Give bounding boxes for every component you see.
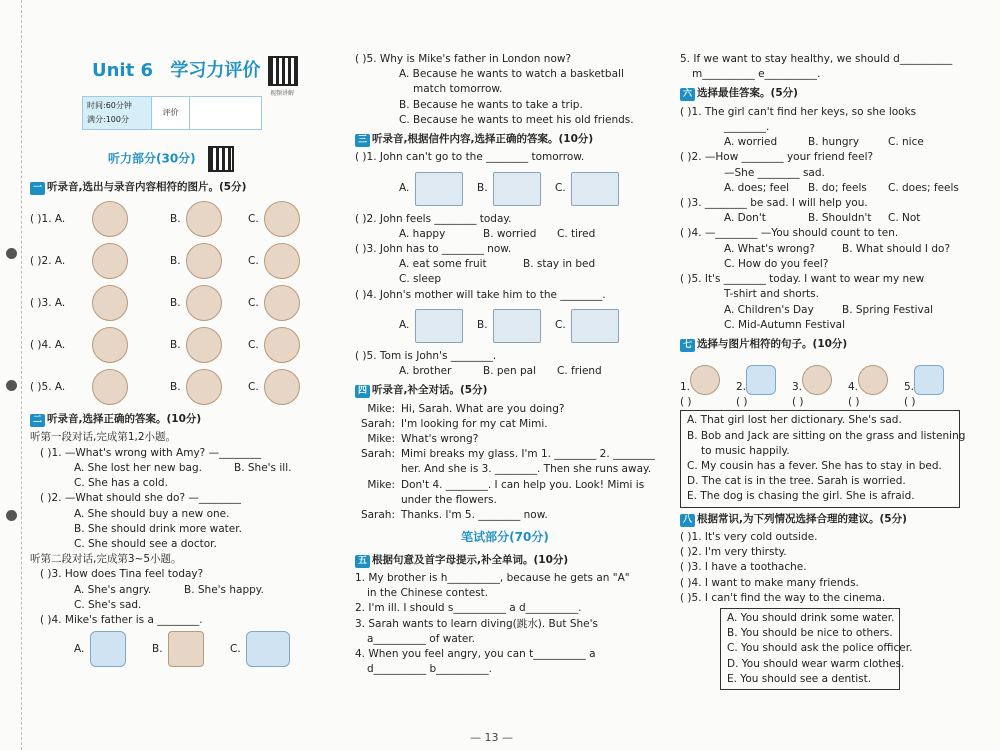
question-text: ( )5. It's ________ today. I want to wear my new [680, 273, 925, 286]
section-instruction: 根据常识,为下列情况选择合理的建议。(5分) [697, 512, 907, 525]
boy-thinking-icon[interactable] [186, 369, 222, 405]
picture-option [248, 327, 326, 363]
question-text: ( )3. John has to ________ now. [355, 242, 512, 255]
speaker: Mike: [367, 402, 395, 415]
toy-car-icon[interactable] [186, 285, 222, 321]
child-icon[interactable] [186, 243, 222, 279]
section-instruction: 选择与图片相符的句子。(10分) [697, 337, 848, 350]
girl-face-icon[interactable] [92, 201, 128, 237]
question-text: ( )2. John feels ________ today. [355, 212, 512, 225]
fill-in-line[interactable]: 1. My brother is h__________, because he gets an "A" [355, 571, 630, 584]
fill-in-lines [355, 571, 655, 678]
sentence-option: B. Bob and Jack are sitting on the grass and listening [687, 429, 966, 442]
option-label: C. [555, 319, 566, 332]
fill-in-line[interactable]: m__________ e__________. [692, 68, 821, 81]
option-label: A. [399, 181, 410, 194]
sick-in-bed-icon[interactable] [92, 243, 128, 279]
boy-football-icon[interactable] [186, 327, 222, 363]
option-b[interactable]: B. do; feels [808, 181, 867, 194]
qr-code-icon[interactable] [268, 56, 298, 86]
situation-question: ( )4. I want to make many friends. [680, 576, 859, 589]
picture-option [170, 201, 248, 237]
info-box [82, 96, 262, 130]
picture-option [92, 369, 170, 405]
option-c[interactable]: C. She should see a doctor. [74, 537, 217, 550]
hospital-icon[interactable] [415, 309, 463, 343]
fill-in-line[interactable]: 3. Sarah wants to learn diving(跳水). But She's [355, 617, 598, 630]
fill-in-line[interactable]: 5. If we want to stay healthy, we should d__________ [680, 53, 953, 65]
dialogue-text[interactable]: her. And she is 3. ________. Then she runs away. [401, 463, 652, 476]
option-b[interactable]: B. What should I do? [842, 242, 951, 255]
rating-field[interactable] [189, 97, 261, 129]
unit-title: Unit 6 [92, 60, 153, 81]
assessment-title: 学习力评价 [170, 60, 261, 81]
picture-options [355, 303, 655, 349]
girl-face-icon[interactable] [186, 201, 222, 237]
answer-options [355, 257, 655, 272]
dialogue-line [355, 462, 655, 477]
dialogue-text[interactable]: Hi, Sarah. What are you doing? [401, 402, 565, 415]
question-text: ( )1. John can't go to the ________ tomorrow. [355, 151, 585, 164]
option-c[interactable]: C. How do you feel? [724, 257, 829, 270]
worker-icon[interactable] [90, 631, 126, 667]
option-label: B. [170, 338, 181, 351]
section-number: 四 [355, 385, 370, 398]
speaker: Sarah: [360, 417, 395, 430]
section-number: 六 [680, 88, 695, 101]
section-7-heading [680, 337, 980, 352]
option-label: C. [248, 338, 259, 351]
picture-option [92, 201, 170, 237]
question-number: ( )2. A. [30, 254, 66, 267]
picture-option [170, 327, 248, 363]
section-instruction: 根据句意及首字母提示,补全单词。(10分) [372, 553, 569, 566]
dialogue-text[interactable]: under the flowers. [401, 493, 497, 506]
sentence-option: A. That girl lost her dictionary. She's sad. [687, 414, 902, 427]
answer-blank[interactable]: ( ) [792, 396, 804, 409]
page-number: — 13 — [470, 731, 513, 744]
speaker [355, 493, 401, 508]
question-text: ( )5. Tom is John's ________. [355, 349, 497, 362]
picture-question-row [30, 198, 330, 240]
section-3-heading [355, 132, 655, 147]
answer-options [680, 181, 980, 196]
column-middle [355, 52, 655, 677]
dialogue-line [355, 508, 655, 523]
option-c[interactable]: C. Mid-Autumn Festival [724, 318, 846, 331]
suggestion-options-box [720, 608, 913, 690]
dialogue-line [355, 417, 655, 432]
answer-blanks [680, 395, 980, 410]
picture-question-row [30, 324, 330, 366]
bicycle-icon[interactable] [264, 285, 300, 321]
option-label: B. [152, 642, 163, 655]
section-5-heading [355, 553, 655, 568]
column-left [30, 176, 330, 670]
section-2-heading [30, 412, 330, 427]
dialogue [355, 402, 655, 524]
answer-options [30, 461, 330, 476]
picture-options [355, 166, 655, 212]
section-number: 三 [355, 134, 370, 147]
sentence-options-box [680, 410, 966, 507]
option-a[interactable]: A. Children's Day [724, 303, 814, 316]
picture-number: 4. [848, 380, 859, 393]
section-6-heading [680, 86, 980, 101]
answer-blank[interactable]: ( ) [848, 396, 860, 409]
girl-dog-chase-icon [690, 365, 720, 395]
option-a[interactable]: A. Because he wants to watch a basketball [399, 68, 624, 81]
suggestion-option: E. You should see a dentist. [727, 672, 872, 685]
option-label: C. [248, 254, 259, 267]
option-label: B. [477, 181, 488, 194]
option-b[interactable]: B. pen pal [483, 365, 537, 378]
table-icon[interactable] [264, 369, 300, 405]
option-label: B. [170, 254, 181, 267]
picture-question-row [30, 366, 330, 408]
situation-question: ( )3. I have a toothache. [680, 561, 807, 574]
answer-options [680, 135, 980, 150]
option-label: A. [74, 642, 85, 655]
fill-in-line[interactable]: d__________ b__________. [367, 663, 493, 676]
situation-question: ( )1. It's very cold outside. [680, 530, 818, 543]
option-c[interactable]: C. sleep [399, 273, 441, 286]
section-number: 五 [355, 555, 370, 568]
option-c[interactable]: C. tired [557, 227, 596, 240]
dialogue-text[interactable]: Don't 4. ________. I can help you. Look! Mimi is [401, 478, 645, 491]
speaker: Sarah: [360, 448, 395, 461]
section-number: 二 [30, 414, 45, 427]
girl-worried-icon[interactable] [92, 285, 128, 321]
question-text: T-shirt and shorts. [724, 288, 819, 301]
time-limit: 时间:60分钟 [87, 101, 132, 110]
option-label: C. [248, 212, 259, 225]
option-a[interactable]: A. She lost her new bag. [74, 461, 202, 474]
suggestion-option: C. You should ask the police officer. [727, 642, 913, 655]
option-a[interactable]: A. worried [724, 136, 778, 149]
question-number: ( )3. A. [30, 296, 66, 309]
dialogue-line [355, 447, 655, 462]
school-icon[interactable] [571, 172, 619, 206]
girl-crying-icon[interactable] [264, 201, 300, 237]
speaker [355, 462, 401, 477]
suggestion-option: B. You should be nice to others. [727, 627, 893, 640]
full-score: 满分:100分 [87, 115, 129, 124]
boy-icon[interactable] [92, 369, 128, 405]
picture-option [248, 285, 326, 321]
dialogue-line [355, 402, 655, 417]
option-a[interactable]: A. brother [399, 365, 452, 378]
qr-code-icon[interactable] [208, 146, 234, 172]
picture-option [92, 285, 170, 321]
answer-blank[interactable]: ( ) [680, 396, 692, 409]
helicopter-pilot-icon[interactable] [246, 631, 290, 667]
question-text: ( )1. The girl can't find her keys, so she looks [680, 105, 917, 118]
suggestion-option: D. You should wear warm clothes. [727, 657, 905, 670]
option-a[interactable]: A. Don't [724, 212, 766, 225]
picture-option [248, 201, 326, 237]
question-text: ( )5. Why is Mike's father in London now? [355, 53, 572, 65]
boys-on-grass-icon [802, 365, 832, 395]
fill-in-line[interactable]: in the Chinese contest. [367, 587, 489, 600]
situation-question: ( )2. I'm very thirsty. [680, 546, 787, 559]
option-label: C. [230, 642, 241, 655]
option-c[interactable]: C. She has a cold. [74, 477, 168, 490]
question-text: ( )2. —What should she do? —________ [40, 492, 241, 505]
option-b[interactable]: B. She should drink more water. [74, 522, 242, 535]
option-a-continued: match tomorrow. [413, 83, 503, 96]
option-label: B. [170, 296, 181, 309]
option-b[interactable]: B. Shouldn't [808, 212, 872, 225]
fill-in-line[interactable]: 4. When you feel angry, you can t__________ a [355, 647, 596, 660]
option-c[interactable]: C. does; feels [888, 181, 959, 194]
answer-options [680, 303, 980, 318]
boy-icon[interactable] [92, 327, 128, 363]
speaker: Mike: [367, 432, 395, 445]
sad-girl-icon [858, 365, 888, 395]
option-a[interactable]: A. What's wrong? [724, 242, 815, 255]
section-7-pictures [680, 355, 980, 395]
option-b[interactable]: B. Because he wants to take a trip. [399, 98, 583, 111]
question-number: ( )5. A. [30, 380, 66, 393]
speaker: Sarah: [360, 509, 395, 522]
section-1-rows [30, 198, 330, 408]
section-8-heading [680, 512, 980, 527]
picture-number: 5. [904, 380, 915, 393]
cat-in-tree-icon [746, 365, 776, 395]
school-building-icon[interactable] [415, 172, 463, 206]
option-c[interactable]: C. nice [888, 136, 924, 149]
answer-options [680, 242, 980, 257]
suggestion-option: A. You should drink some water. [727, 612, 895, 624]
section-instruction: 听录音,选出与录音内容相符的图片。(5分) [47, 181, 247, 193]
dialogue-text[interactable]: I'm looking for my cat Mimi. [401, 417, 548, 430]
option-a[interactable]: A. She's angry. [74, 583, 152, 596]
option-a[interactable]: A. eat some fruit [399, 258, 487, 271]
dialogue-intro: 听第二段对话,完成第3~5小题。 [30, 553, 182, 566]
section-1-heading [30, 180, 330, 195]
unit-header [92, 58, 312, 97]
question-text: ( )4. John's mother will take him to the ________. [355, 288, 606, 301]
question-text: ( )2. —How ________ your friend feel? [680, 151, 874, 164]
speaker: Mike: [367, 478, 395, 491]
situation-question: ( )5. I can't find the way to the cinema. [680, 591, 886, 604]
question-text: ( )4. —________ —You should count to ten. [680, 227, 899, 240]
museum-icon[interactable] [493, 172, 541, 206]
section-instruction: 听录音,补全对话。(5分) [372, 384, 488, 397]
sick-in-bed-icon [914, 365, 944, 395]
picture-number: 2. [736, 380, 747, 393]
section-number: 七 [680, 339, 695, 352]
option-c[interactable]: C. friend [557, 365, 602, 378]
question-number: ( )4. A. [30, 338, 66, 351]
sentence-option: C. My cousin has a fever. She has to stay in bed. [687, 460, 942, 473]
option-c[interactable]: C. Not [888, 212, 921, 225]
qr-label: 视频讲解 [270, 90, 295, 97]
dialogue-text[interactable]: Mimi breaks my glass. I'm 1. ________ 2. ________ [401, 448, 656, 461]
answer-blank[interactable]: ( ) [904, 396, 916, 409]
option-b[interactable]: B. She's happy. [184, 583, 264, 596]
section-instruction: 选择最佳答案。(5分) [697, 87, 798, 100]
section-instruction: 听录音,选择正确的答案。(10分) [47, 413, 202, 426]
question-blank[interactable]: ________. [724, 120, 770, 133]
picture-option [92, 243, 170, 279]
question-text: —She ________ sad. [724, 166, 825, 179]
option-b[interactable]: B. Spring Festival [842, 303, 934, 316]
picture-option [248, 243, 326, 279]
option-label: B. [170, 380, 181, 393]
dialogue-text[interactable]: What's wrong? [401, 432, 479, 445]
option-b[interactable]: B. hungry [808, 136, 860, 149]
girl-sneeze-icon[interactable] [264, 243, 300, 279]
section-instruction: 听录音,根据信件内容,选择正确的答案。(10分) [372, 133, 594, 146]
option-b[interactable]: B. worried [483, 227, 537, 240]
option-label: C. [248, 380, 259, 393]
answer-options [355, 227, 655, 242]
picture-options [30, 628, 330, 670]
option-c[interactable]: C. She's sad. [74, 598, 142, 611]
dialogue-intro: 听第一段对话,完成第1,2小题。 [30, 431, 177, 444]
column-right [680, 52, 980, 690]
question-number: ( )1. A. [30, 212, 66, 225]
binding-hole [6, 510, 17, 521]
dialogue-text[interactable]: Thanks. I'm 5. ________ now. [401, 509, 548, 522]
listening-part-title [108, 146, 234, 172]
dialogue-line [355, 493, 655, 508]
fill-in-line[interactable]: a__________ of water. [367, 632, 476, 645]
sentence-option: E. The dog is chasing the girl. She is afraid. [687, 490, 915, 503]
picture-option [170, 369, 248, 405]
situation-list [680, 530, 980, 606]
option-label: B. [477, 319, 488, 332]
dialogue-line [355, 432, 655, 447]
park-icon[interactable] [571, 309, 619, 343]
binding-margin [0, 0, 22, 750]
question-text: ( )3. ________ be sad. I will help you. [680, 196, 868, 209]
picture-option [170, 285, 248, 321]
picture-option [170, 243, 248, 279]
section-number: 一 [30, 182, 45, 195]
sentence-option: D. The cat is in the tree. Sarah is worried. [687, 475, 906, 488]
option-c[interactable]: C. Because he wants to meet his old friends. [399, 113, 634, 126]
binding-hole [6, 248, 17, 259]
section-4-heading [355, 383, 655, 398]
cinema-icon[interactable] [493, 309, 541, 343]
picture-number: 3. [792, 380, 803, 393]
question-text: ( )4. Mike's father is a ________. [40, 614, 203, 627]
sentence-option: to music happily. [701, 444, 790, 457]
option-b[interactable]: B. She's ill. [234, 461, 292, 474]
scientist-lab-icon[interactable] [168, 631, 204, 667]
answer-options [680, 211, 980, 226]
written-part-title: 笔试部分(70分) [461, 530, 549, 545]
option-label: B. [170, 212, 181, 225]
picture-option [92, 327, 170, 363]
option-label: C. [248, 296, 259, 309]
option-b[interactable]: B. stay in bed [523, 258, 596, 271]
picture-question-row [30, 240, 330, 282]
doctor-icon[interactable] [264, 327, 300, 363]
answer-blank[interactable]: ( ) [736, 396, 748, 409]
listening-title: 听力部分(30分) [108, 151, 196, 166]
rating-label: 评价 [151, 97, 189, 129]
option-a[interactable]: A. does; feel [724, 181, 790, 194]
option-label: A. [399, 319, 410, 332]
answer-options [355, 364, 655, 379]
option-a[interactable]: A. happy [399, 227, 446, 240]
question-text: ( )3. How does Tina feel today? [40, 568, 204, 581]
picture-question-row [30, 282, 330, 324]
answer-options [30, 583, 330, 598]
question-text: ( )1. —What's wrong with Amy? —________ [40, 446, 262, 459]
option-label: C. [555, 181, 566, 194]
picture-number: 1. [680, 380, 691, 393]
section-number: 八 [680, 514, 695, 527]
fill-in-line[interactable]: 2. I'm ill. I should s__________ a d__________. [355, 602, 582, 615]
dialogue-line [355, 478, 655, 493]
picture-option [248, 369, 326, 405]
option-a[interactable]: A. She should buy a new one. [74, 507, 230, 520]
binding-hole [6, 380, 17, 391]
